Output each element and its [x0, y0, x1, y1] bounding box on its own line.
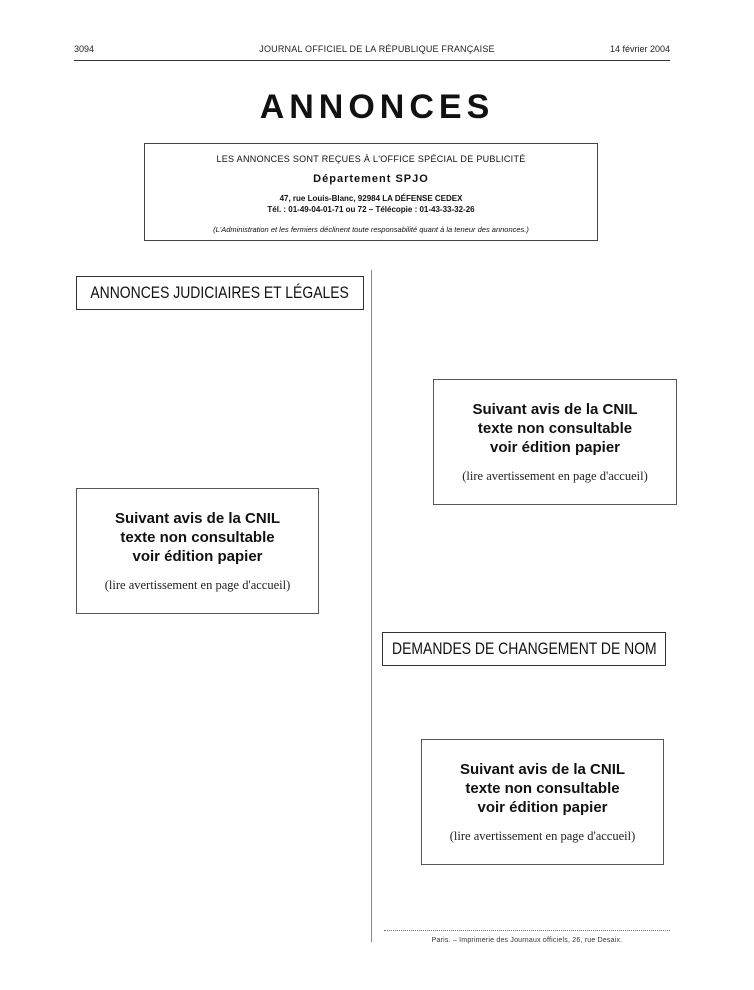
page-number: 3094	[74, 44, 95, 54]
journal-title: JOURNAL OFFICIEL DE LA RÉPUBLIQUE FRANÇAISE	[259, 44, 495, 54]
cnil-notice-line1: Suivant avis de la CNIL	[472, 401, 638, 418]
cnil-notice-note: (lire avertissement en page d'accueil)	[449, 829, 636, 843]
publisher-phone: Tél. : 01-49-04-01-71 ou 72 – Télécopie : 01-43-33-32-26	[267, 205, 475, 214]
cnil-notice-note: (lire avertissement en page d'accueil)	[104, 578, 291, 592]
cnil-notice-line1: Suivant avis de la CNIL	[459, 761, 626, 778]
cnil-notice-line2: texte non consultable	[477, 420, 633, 437]
cnil-notice-box	[433, 379, 677, 505]
cnil-notice-line1: Suivant avis de la CNIL	[114, 510, 281, 527]
issue-date: 14 février 2004	[609, 44, 670, 54]
column-divider	[371, 270, 372, 942]
section-heading-changement-nom-label: DEMANDES DE CHANGEMENT DE NOM	[391, 639, 657, 658]
section-heading-judiciaires	[76, 276, 364, 310]
publisher-info-box	[144, 143, 598, 241]
cnil-notice-line3: voir édition papier	[489, 439, 621, 456]
publisher-intro: LES ANNONCES SONT REÇUES À L'OFFICE SPÉCIAL DE PUBLICITÉ	[216, 154, 526, 164]
cnil-notice-line2: texte non consultable	[465, 780, 620, 797]
section-heading-judiciaires-label: ANNONCES JUDICIAIRES ET LÉGALES	[90, 283, 350, 302]
footer-rule	[384, 930, 670, 931]
publisher-department: Département SPJO	[313, 173, 429, 185]
cnil-notice-note: (lire avertissement en page d'accueil)	[462, 469, 648, 483]
publisher-disclaimer: (L'Administration et les fermiers déclinent toute responsabilité quant à la teneur des annonces.)	[213, 225, 529, 234]
section-heading-changement-nom	[382, 632, 666, 666]
cnil-notice-line3: voir édition papier	[132, 548, 263, 565]
page-title: ANNONCES	[259, 88, 495, 126]
header-rule	[74, 60, 670, 61]
cnil-notice-box	[421, 739, 664, 865]
cnil-notice-box	[76, 488, 319, 614]
cnil-notice-line3: voir édition papier	[477, 799, 608, 816]
cnil-notice-line2: texte non consultable	[120, 529, 275, 546]
printer-footer: Paris. – Imprimerie des Journaux officiels, 26, rue Desaix.	[431, 937, 623, 944]
publisher-address: 47, rue Louis-Blanc, 92984 LA DÉFENSE CEDEX	[279, 194, 463, 203]
